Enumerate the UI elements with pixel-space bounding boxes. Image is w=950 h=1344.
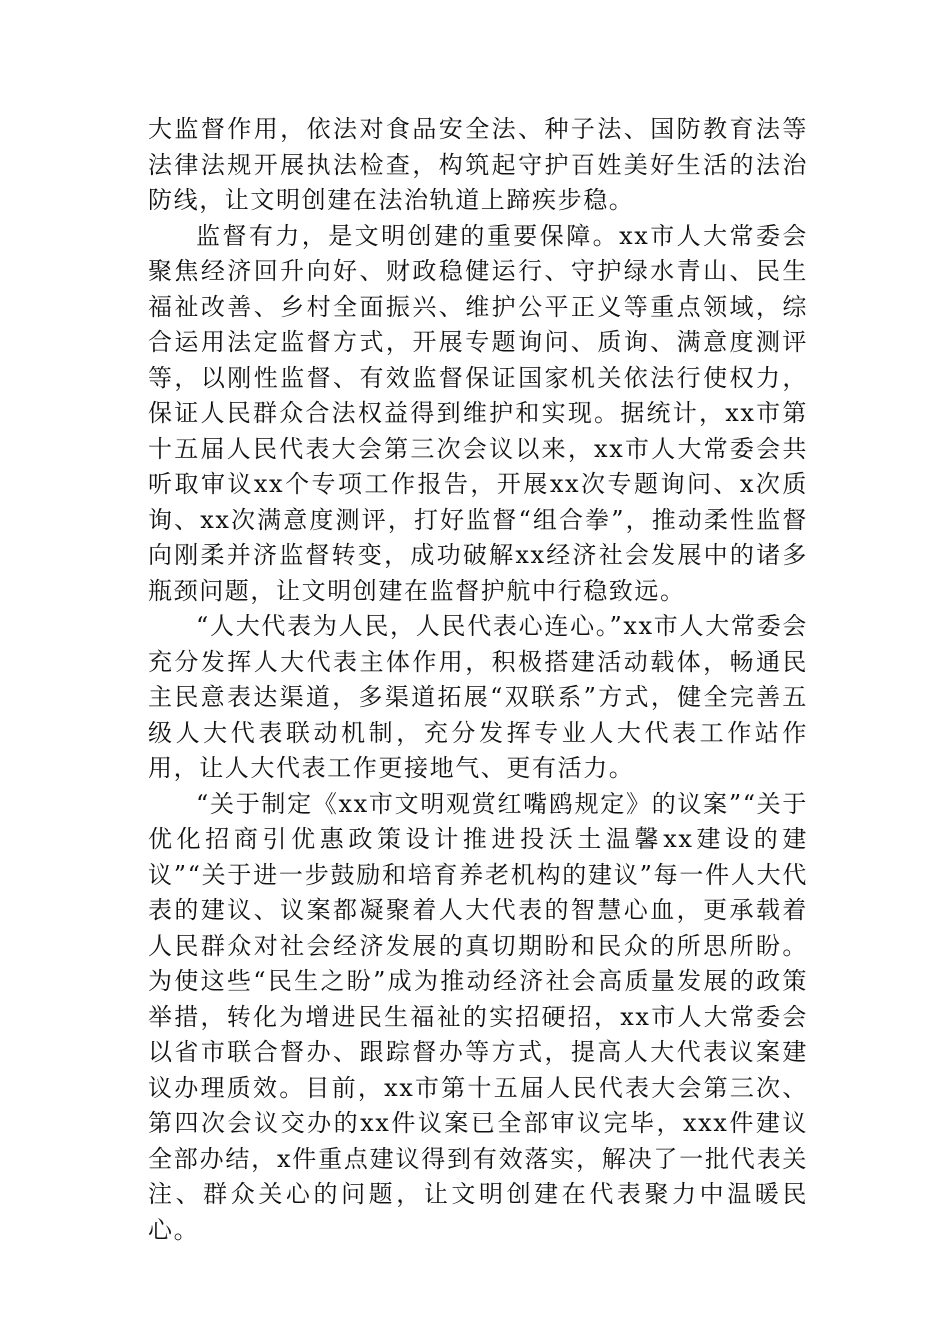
paragraph-3: “人大代表为人民，人民代表心连心。”xx市人大常委会充分发挥人大代表主体作用，积极搭建活动载体，畅通民主民意表达渠道，多渠道拓展“双联系”方式，健全完善五级人大代表联动机制，充分发挥专业人大代表工作站作用，让人大代表工作更接地气、更有活力。 bbox=[148, 612, 808, 782]
paragraph-4: “关于制定《xx市文明观赏红嘴鸥规定》的议案”“关于优化招商引优惠政策设计推进投沃土温馨xx建设的建议”“关于进一步鼓励和培育养老机构的建议”每一件人大代表的建议、议案都凝聚着人大代表的智慧心血，更承载着人民群众对社会经济发展的真切期盼和民众的所思所盼。为使这些“民生之盼”成为推动经济社会高质量发展的政策举措，转化为增进民生福祉的实招硬招，xx市人大常委会以省市联合督办、跟踪督办等方式，提高人大代表议案建议办理质效。目前，xx市第十五届人民代表大会第三次、第四次会议交办的xx件议案已全部审议完毕，xxx件建议全部办结，x件重点建议得到有效落实，解决了一批代表关注、群众关心的问题，让文明创建在代表聚力中温暖民心。 bbox=[148, 789, 808, 1244]
document-body bbox=[148, 112, 808, 1248]
paragraph-2: 监督有力，是文明创建的重要保障。xx市人大常委会聚焦经济回升向好、财政稳健运行、守护绿水青山、民生福祉改善、乡村全面振兴、维护公平正义等重点领域，综合运用法定监督方式，开展专题询问、质询、满意度测评等，以刚性监督、有效监督保证国家机关依法行使权力，保证人民群众合法权益得到维护和实现。据统计，xx市第十五届人民代表大会第三次会议以来，xx市人大常委会共听取审议xx个专项工作报告，开展xx次专题询问、x次质询、xx次满意度测评，打好监督“组合拳”，推动柔性监督向刚柔并济监督转变，成功破解xx经济社会发展中的诸多瓶颈问题，让文明创建在监督护航中行稳致远。 bbox=[148, 221, 808, 605]
paragraph-1: 大监督作用，依法对食品安全法、种子法、国防教育法等法律法规开展执法检查，构筑起守护百姓美好生活的法治防线，让文明创建在法治轨道上蹄疾步稳。 bbox=[148, 115, 808, 214]
